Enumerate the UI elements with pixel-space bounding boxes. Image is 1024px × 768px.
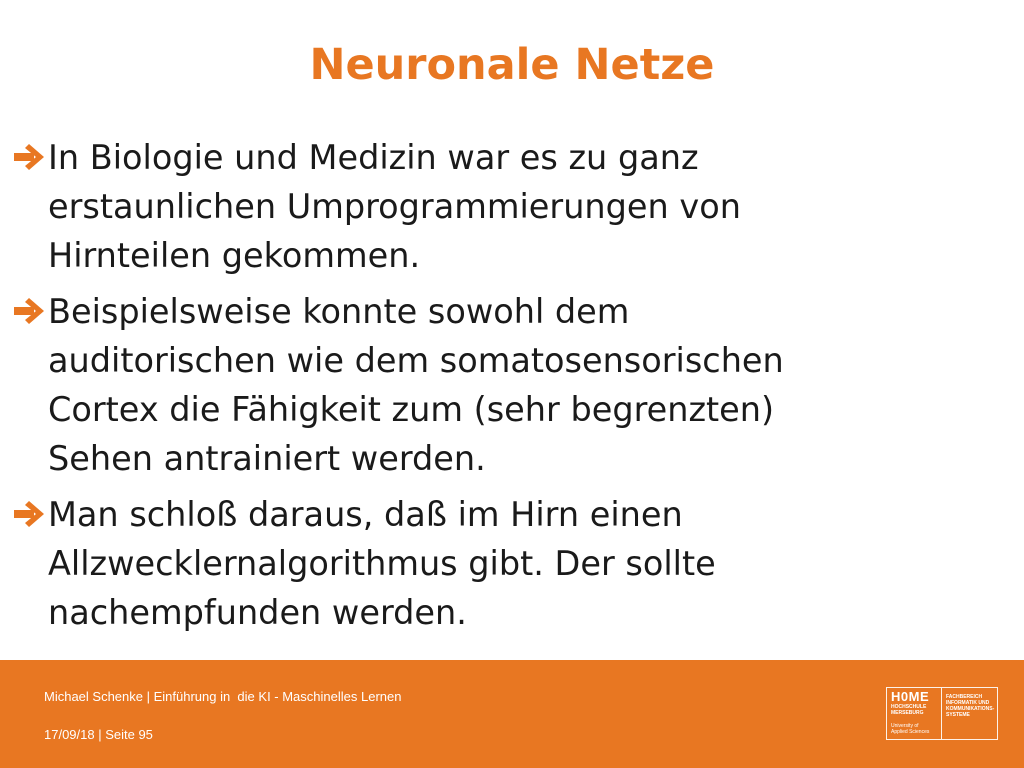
university-logo <box>886 687 998 740</box>
slide-title: Neuronale Netze <box>309 40 715 90</box>
footer-bar <box>0 660 1024 768</box>
bullet-text: Beispielsweise konnte sowohl dem auditorischen wie dem somatosensorischen Cortex die Fähigkeit zum (sehr begrenzten) Sehen antrainiert werden. <box>48 292 784 478</box>
bullet-text: Man schloß daraus, daß im Hirn einen Allzwecklernalgorithmus gibt. Der sollte nachempfunden werden. <box>48 495 716 632</box>
footer-date-page: 17/09/18 | Seite 95 <box>44 727 153 742</box>
bullet-text: In Biologie und Medizin war es zu ganz erstaunlichen Umprogrammierungen von Hirnteilen gekommen. <box>48 138 741 275</box>
bullet-item <box>12 133 1012 280</box>
bullet-item <box>12 287 1012 483</box>
logo-university-name: University of Applied Sciences <box>891 723 930 735</box>
right-arrow-icon <box>12 142 48 172</box>
logo-faculty-name: FACHBEREICH INFORMATIK UND KOMMUNIKATIONS- SYSTEME <box>946 694 995 718</box>
logo-mark: H0ME <box>891 689 930 704</box>
footer-presentation-title: Michael Schenke | Einführung in die KI - Maschinelles Lernen <box>44 689 402 704</box>
bullet-list <box>12 133 1012 644</box>
logo-home-box <box>886 687 942 740</box>
logo-school-name: HOCHSCHULE MERSEBURG <box>891 704 927 716</box>
right-arrow-icon <box>12 296 48 326</box>
bullet-item <box>12 490 1012 637</box>
right-arrow-icon <box>12 499 48 529</box>
logo-faculty-box <box>942 687 998 740</box>
